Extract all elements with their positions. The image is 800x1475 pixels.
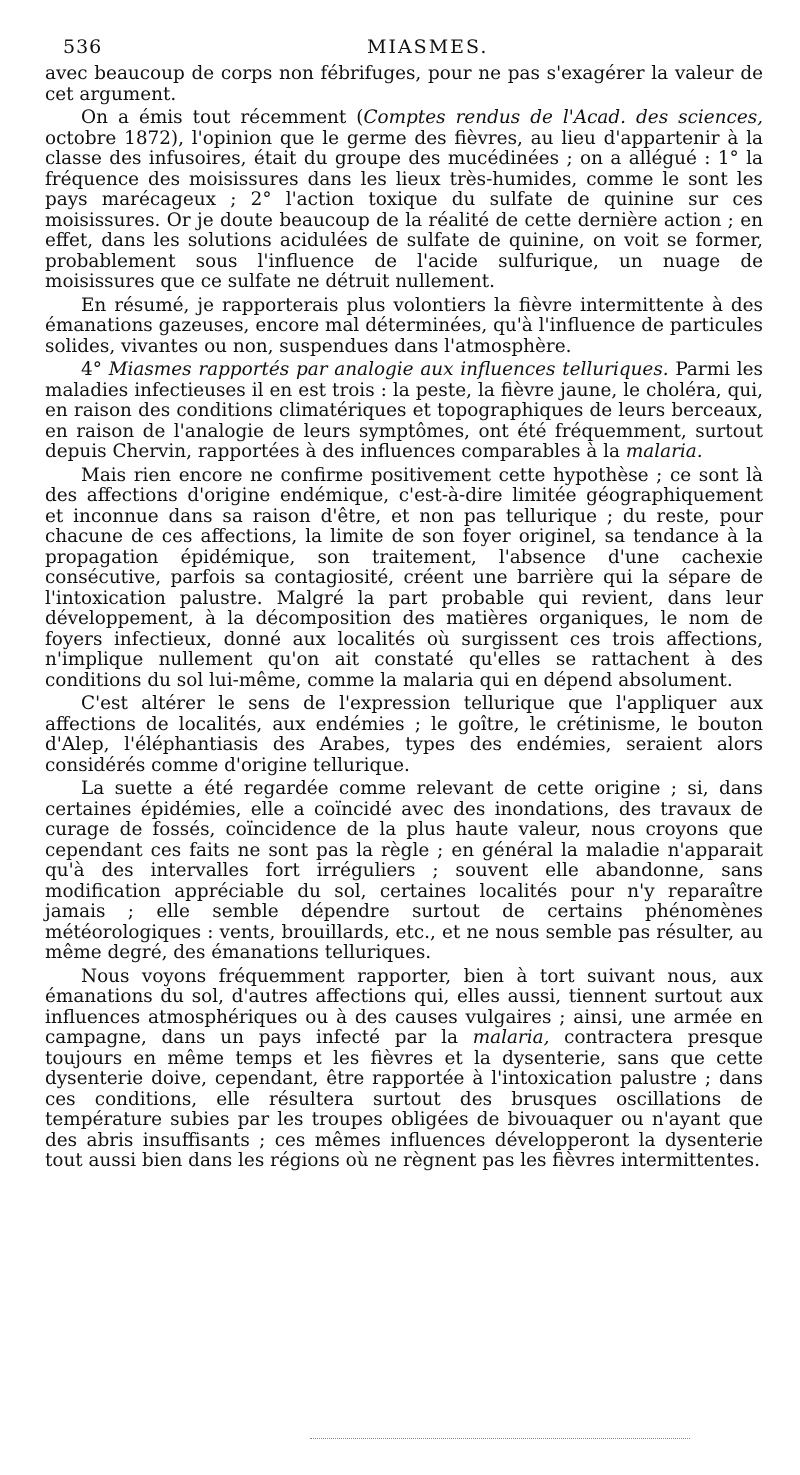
page-header: [45, 18, 763, 58]
page-number: 536: [63, 36, 103, 58]
paragraph-text: On a émis tout récemment (: [81, 107, 364, 128]
paragraph-text: C'est altérer le sens de l'expression tellurique que l'appliquer aux affections de localités, aux endémies ; le goître, le crétinisme, le bouton d'Alep, l'éléphantiasis des Arabes, types des endémies, seraient alors considérés comme d'origine tellurique.: [45, 693, 763, 776]
paragraph-text: octobre 1872), l'opinion que le germe des fièvres, au lieu d'appartenir à la classe des infusoires, était du groupe des mucédinées ; on a allégué : 1° la fréquence des moisissures dans les lieux très-humides, comme le sont les pays marécageux ; 2° l'action toxique du sulfate de quinine sur ces moisissures. Or je doute beaucoup de la réalité de cette dernière action ; en effet, dans les solutions acidulées de sulfate de quinine, on voit se former, probablement sous l'influence de l'acide sulfurique, un nuage de moisissures que ce sulfate ne détruit nullement.: [45, 127, 763, 292]
paragraph: [45, 296, 763, 358]
running-title: MIASMES.: [367, 36, 489, 58]
paragraph: [45, 64, 763, 105]
paragraph-text: contractera presque toujours en même temps et les fièvres et la dysenterie, sans que cette dysenterie doive, cependant, être rapportée à l'intoxication palustre ; dans ces conditions, elle résultera surtout des brusques oscillations de température subies par les troupes obligées de bivouaquer ou n'ayant que des abris insuffisants ; ces mêmes influences développeront la dysenterie tout aussi bien dans les régions où ne règnent pas les fièvres intermittentes.: [45, 1027, 763, 1171]
italic-text: malaria,: [472, 1027, 550, 1048]
paragraph-text: Mais rien encore ne confirme positivement cette hypothèse ; ce sont là des affections d'origine endémique, c'est-à-dire limitée géographiquement et inconnue dans sa raison d'être, et non pas tellurique ; du reste, pour chacune de ces affections, la limite de son foyer originel, sa tendance à la propagation épidémique, son traitement, l'absence d'une cachexie consécutive, parfois sa contagiosité, créent une barrière qui la sépare de l'intoxication palustre. Malgré la part probable qui revient, dans leur développement, à la décomposition des matières organiques, le nom de foyers infectieux, donné aux localités où surgissent ces trois affections, n'implique nullement qu'on ait constaté qu'elles se rattachent à des conditions du sol lui-même, comme la malaria qui en dépend absolument.: [45, 464, 763, 691]
paragraph: [45, 466, 763, 692]
italic-text: Miasmes rapportés par analogie aux influences telluriques.: [108, 359, 669, 380]
paragraph-text: La suette a été regardée comme relevant de cette origine ; si, dans certaines épidémies, elle a coïncidé avec des inondations, des travaux de curage de fossés, coïncidence de la plus haute valeur, nous croyons que cependant ces faits ne sont pas la règle ; en général la maladie n'apparait qu'à des intervalles fort irréguliers ; souvent elle abandonne, sans modification appréciable du sol, certaines localités pour n'y reparaître jamais ; elle semble dépendre surtout de certains phénomènes météorologiques : vents, brouillards, etc., et ne nous semble pas résulter, au même degré, des émanations telluriques.: [45, 778, 763, 963]
paragraph: [45, 779, 763, 964]
paragraph-text: Nous voyons fréquemment rapporter, bien à tort suivant nous, aux émanations du sol, d'autres affections qui, elles aussi, tiennent surtout aux influences atmosphériques ou à des causes vulgaires ; ainsi, une armée en campagne, dans un pays infecté par la: [45, 965, 763, 1048]
italic-text: Comptes rendus de l'Acad. des sciences,: [363, 107, 763, 128]
paragraph: [45, 108, 763, 293]
footer-divider: [310, 1438, 690, 1441]
paragraph: [45, 694, 763, 776]
book-page: [45, 18, 763, 1175]
italic-text: malaria.: [625, 441, 703, 462]
body-text: [45, 64, 763, 1172]
paragraph-text: Parmi les maladies infectieuses il en est trois : la peste, la fièvre jaune, le choléra, qui, en raison des conditions climatériques et topographiques de leurs berceaux, en raison de l'analogie de leurs symptômes, ont été fréquemment, surtout depuis Chervin, rapportées à des influences comparables à la: [45, 359, 763, 462]
paragraph: [45, 967, 763, 1172]
paragraph-text: avec beaucoup de corps non fébrifuges, pour ne pas s'exagérer la valeur de cet argument.: [45, 63, 763, 105]
paragraph-text: 4°: [81, 359, 109, 380]
paragraph: [45, 360, 763, 463]
paragraph-text: En résumé, je rapporterais plus volontiers la fièvre intermittente à des émanations gazeuses, encore mal déterminées, qu'à l'influence de particules solides, vivantes ou non, suspendues dans l'atmosphère.: [45, 294, 763, 357]
